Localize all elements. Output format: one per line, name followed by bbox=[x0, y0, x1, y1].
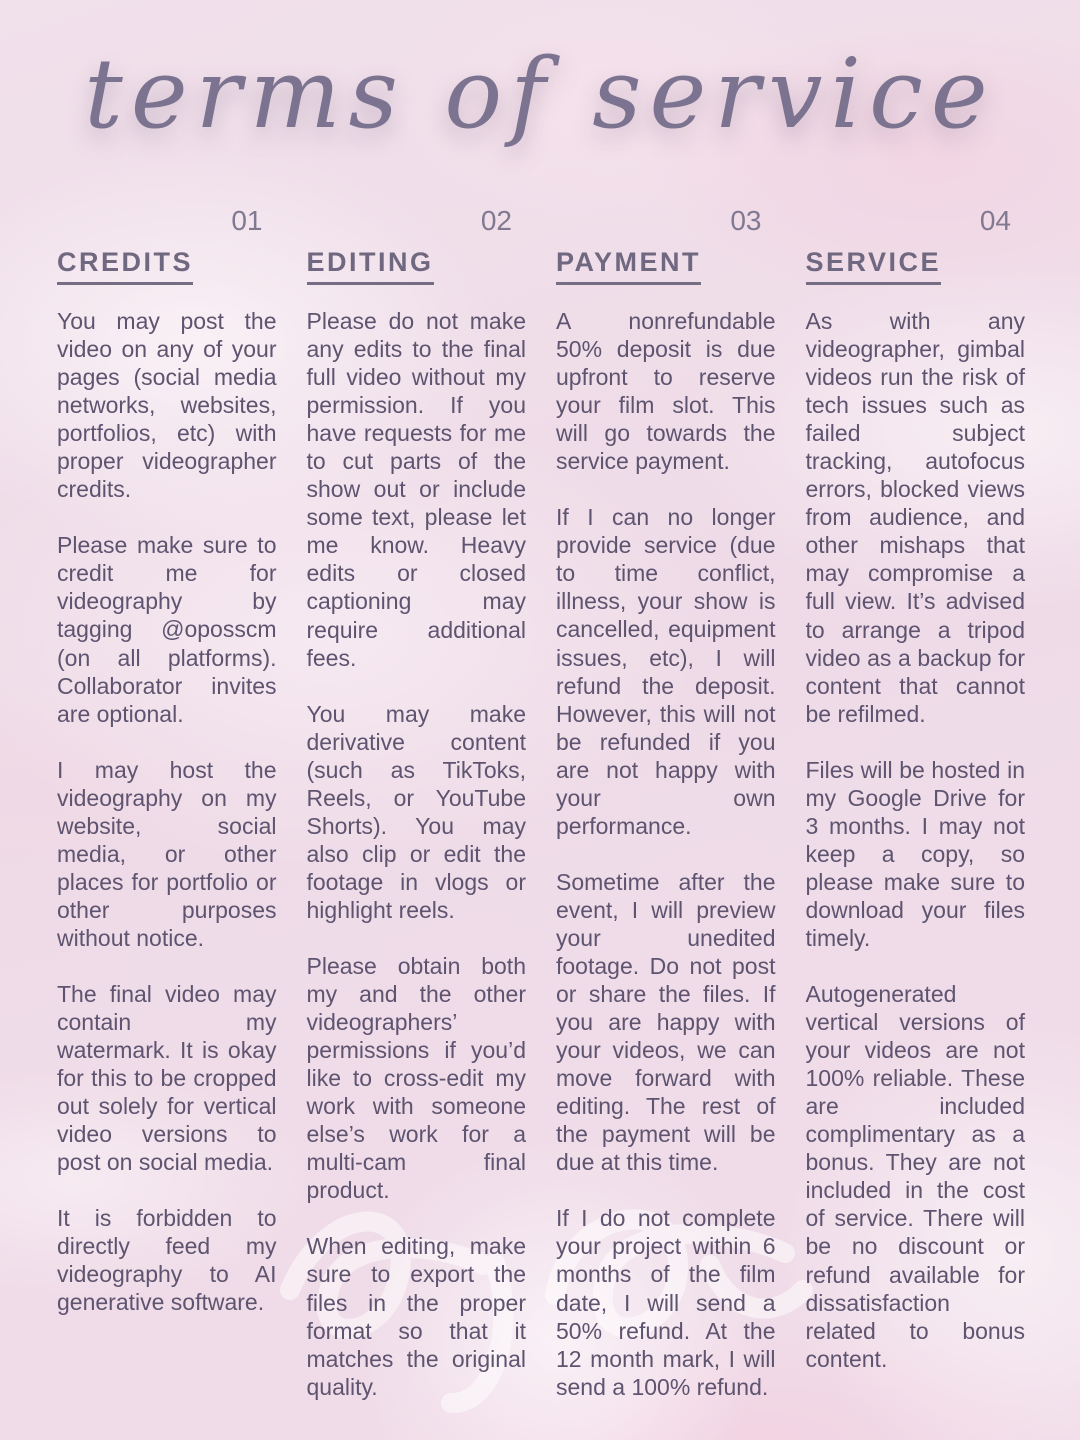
section-heading bbox=[307, 247, 527, 285]
section-credits bbox=[57, 205, 277, 1401]
section-editing bbox=[307, 205, 527, 1401]
paragraph: Files will be hosted in my Google Drive for 3 months. I may not keep a copy, so please make sure to download your files timely. bbox=[805, 756, 1025, 951]
section-service bbox=[806, 205, 1026, 1401]
section-heading bbox=[57, 247, 277, 285]
section-number: 01 bbox=[231, 205, 263, 236]
section-heading-label: SERVICE bbox=[806, 247, 942, 285]
paragraph: Autogenerated vertical versions of your videos are not 100% reliable. These are included complimentary as a bonus. They are not included in the cost of service. There will be no discount or refund available for dissatisfaction related to bonus content. bbox=[805, 981, 1025, 1372]
paragraph: You may post the video on any of your pages (social media networks, websites, portfolios, etc) with proper videographer credits. bbox=[57, 308, 277, 503]
paragraph: Please do not make any edits to the final full video without my permission. If you have requests for me to cut parts of the show out or include some text, please let me know. Heavy edits or closed captioning may require additional fees. bbox=[306, 308, 526, 671]
paragraph: Please obtain both my and the other videographers’ permissions if you’d like to cross-edit my work with someone else’s work for a multi-cam final product. bbox=[306, 952, 526, 1204]
paragraph: As with any videographer, gimbal videos run the risk of tech issues such as failed subject tracking, autofocus errors, blocked views from audience, and other mishaps that may compromise a full view. It’s advised to arrange a tripod video as a backup for content that cannot be refilmed. bbox=[805, 308, 1025, 727]
paragraph: I may host the videography on my website, social media, or other places for portfolio or other purposes without notice. bbox=[57, 756, 277, 951]
section-payment bbox=[556, 205, 776, 1401]
section-heading-label: CREDITS bbox=[57, 247, 193, 285]
section-number: 04 bbox=[979, 205, 1011, 236]
paragraph: It is forbidden to directly feed my videography to AI generative software. bbox=[57, 1205, 277, 1316]
section-heading-label: EDITING bbox=[307, 247, 434, 285]
section-number: 02 bbox=[480, 205, 512, 236]
sections-grid bbox=[57, 205, 1025, 1401]
paragraph: Sometime after the event, I will preview your unedited footage. Do not post or share the files. If you are happy with your videos, we can move forward with editing. The rest of the payment will be due at this time. bbox=[556, 868, 776, 1176]
paragraph: You may make derivative content (such as TikToks, Reels, or YouTube Shorts). You may also clip or edit the footage in vlogs or highlight reels. bbox=[306, 700, 526, 923]
paragraph: The final video may contain my watermark. It is okay for this to be cropped out solely for vertical video versions to post on social media. bbox=[57, 980, 277, 1176]
paragraph: If I do not complete your project within 6 months of the film date, I will send a 50% refund. At the 12 month mark, I will send a 100% refund. bbox=[556, 1205, 776, 1400]
paragraph: Please make sure to credit me for videography by tagging @oposscm (on all platforms). Collaborator invites are optional. bbox=[57, 532, 277, 727]
paragraph: When editing, make sure to export the files in the proper format so that it matches the original quality. bbox=[306, 1233, 526, 1400]
section-number: 03 bbox=[730, 205, 762, 236]
section-heading bbox=[556, 247, 776, 285]
section-heading bbox=[806, 247, 1026, 285]
paragraph: A nonrefundable 50% deposit is due upfront to reserve your film slot. This will go towards the service payment. bbox=[556, 308, 776, 475]
paragraph: If I can no longer provide service (due to time conflict, illness, your show is cancelled, equipment issues, etc), I will refund the deposit. However, this will not be refunded if you are not happy with your own performance. bbox=[556, 504, 776, 839]
page-title: terms of service bbox=[84, 38, 996, 150]
section-heading-label: PAYMENT bbox=[556, 247, 701, 285]
